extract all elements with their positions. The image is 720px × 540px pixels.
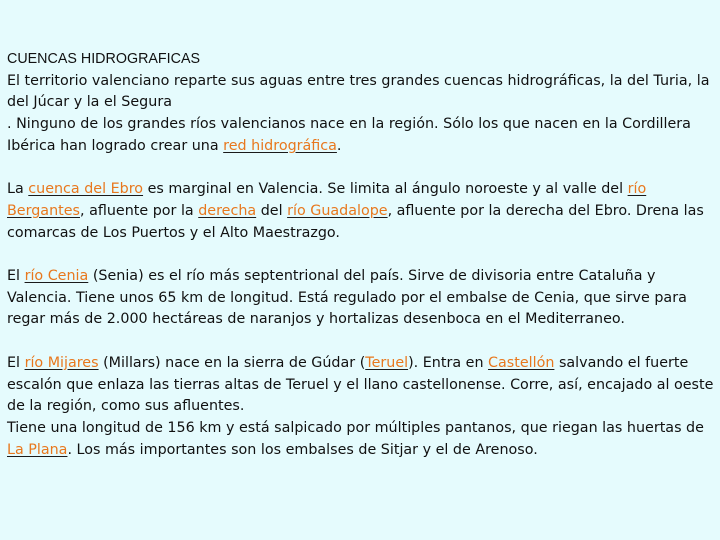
link-rio-mijares[interactable]: río Mijares (24, 354, 99, 371)
link-rio-cenia[interactable]: río Cenia (24, 268, 89, 284)
text-embalses: . Los más importantes son los embalses de Sitjar y el de Arenoso. (67, 441, 538, 458)
link-rio-guadalope[interactable]: río Guadalope (287, 202, 388, 219)
text-drena: , afluente por la derecha del Ebro. Drena las comarcas de Los Puertos y el Alto Maestrazgo. (7, 202, 704, 241)
text-el: El (7, 268, 25, 284)
text-entra: ). Entra en (408, 354, 489, 371)
text-senia: (Senia) es el río más septentrional del país. Sirve de divisoria entre Cataluña y Valencia. Tiene unos 65 km de longitud. Está regulado por el embalse de Cenia, que sirve para regar más de 2.000 hectáreas de naranjos y hortalizas desenboca en el Mediterraneo. (7, 268, 687, 328)
text-salvando: salvando el fuerte escalón que enlaza las tierras altas de Teruel y el llano castellonense. Corre, así, encajado al oeste de la región, como sus afluentes. (7, 354, 714, 415)
link-la-plana[interactable]: La Plana (7, 441, 68, 458)
link-rio-bergantes[interactable]: río Bergantes (7, 181, 647, 219)
text-millars: (Millars) nace en la sierra de Gúdar ( (98, 354, 366, 371)
text-period: . (336, 137, 342, 154)
section-heading: CUENCAS HIDROGRAFICAS (7, 51, 201, 67)
link-cuenca-del-ebro[interactable]: cuenca del Ebro (28, 181, 144, 198)
link-red-hidrografica[interactable]: red hidrográfica (223, 137, 337, 154)
paragraph-cuencas (7, 49, 717, 158)
text-longitud: Tiene una longitud de 156 km y está salpicado por múltiples pantanos, que riegan las huertas de (7, 419, 704, 436)
link-castellon[interactable]: Castellón (488, 354, 555, 371)
link-teruel[interactable]: Teruel (365, 354, 409, 371)
text-la: La (7, 181, 29, 198)
text-marginal: es marginal en Valencia. Se limita al ángulo noroeste y al valle del (143, 181, 628, 198)
paragraph-ebro (7, 179, 717, 244)
text-el-2: El (7, 354, 25, 371)
paragraph-mijares (7, 353, 717, 462)
text-ninguno: . Ninguno de los grandes ríos valencianos nace en la región. Sólo los que nacen en la Cordillera Ibérica han logrado crear una (7, 116, 691, 154)
link-derecha[interactable]: derecha (198, 202, 257, 219)
document-body (7, 49, 717, 483)
paragraph-cenia (7, 266, 717, 331)
text-afluente: , afluente por la (79, 202, 199, 219)
text-del: del (256, 202, 288, 219)
text-territorio: El territorio valenciano reparte sus aguas entre tres grandes cuencas hidrográficas, la del Turia, la del Júcar y la el Segura (7, 72, 710, 111)
